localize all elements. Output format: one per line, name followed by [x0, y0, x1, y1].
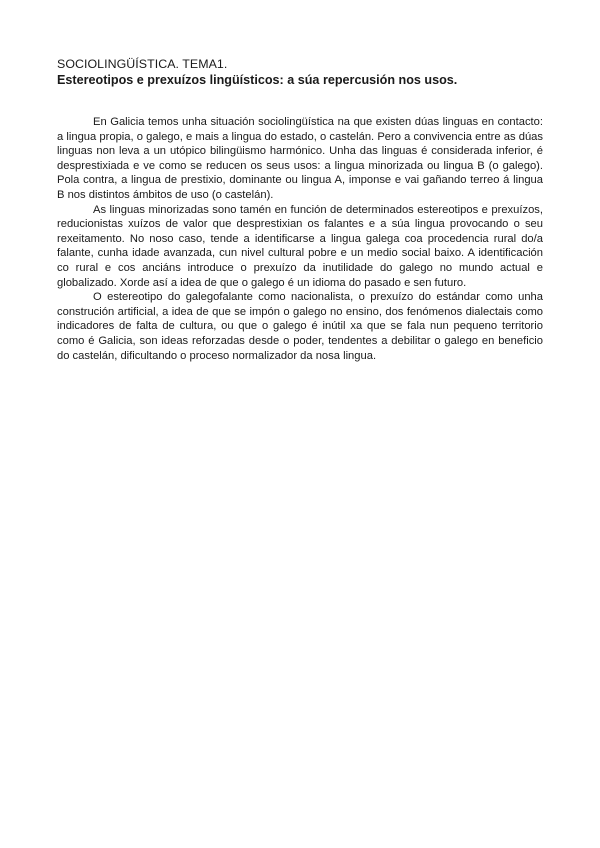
- document-title: Estereotipos e prexuízos lingüísticos: a súa repercusión nos usos.: [57, 73, 458, 87]
- document-body: [57, 115, 543, 363]
- document-header: [57, 57, 547, 88]
- body-paragraph: As linguas minorizadas sono tamén en función de determinados estereotipos e prexuízos, reducionistas xuízos de valor que desprestixian os falantes e a súa lingua provocando o seu rexeitamento. No noso caso, tende a identificarse a lingua galega coa procedencia rural do/a falante, cunha idade avanzada, cun nivel cultural pobre e un medio social baixo. A identificación co rural e cos anciáns introduce o prexuízo da inutilidade do galego no mundo actual e globalizado. Xorde así a idea de que o galego é un idioma do pasado e sen futuro.: [57, 203, 543, 289]
- subject-heading: SOCIOLINGÜÍSTICA. TEMA1.: [57, 57, 228, 71]
- body-paragraph: O estereotipo do galegofalante como nacionalista, o prexuízo do estándar como unha construción artificial, a idea de que se impón o galego no ensino, dos fenómenos dialectais como indicadores de falta de cultura, ou que o galego é inútil xa que se fala nun pequeno territorio como é Galicia, son ideas reforzadas desde o poder, tendentes a debilitar o galego en beneficio do castelán, dificultando o proceso normalizador da nosa lingua.: [57, 291, 543, 362]
- body-paragraph: En Galicia temos unha situación sociolingüística na que existen dúas linguas en contacto: a lingua propia, o galego, e mais a lingua do estado, o castelán. Pero a convivencia entre as dúas linguas non leva a un utópico bilingüismo harmónico. Unha das linguas é considerada inferior, é desprestixiada e ve como se reducen os seus usos: a lingua minorizada ou lingua B (o galego). Pola contra, a lingua de prestixio, dominante ou lingua A, imponse e vai gañando terreo á lingua B nos distintos ámbitos de uso (o castelán).: [57, 116, 543, 201]
